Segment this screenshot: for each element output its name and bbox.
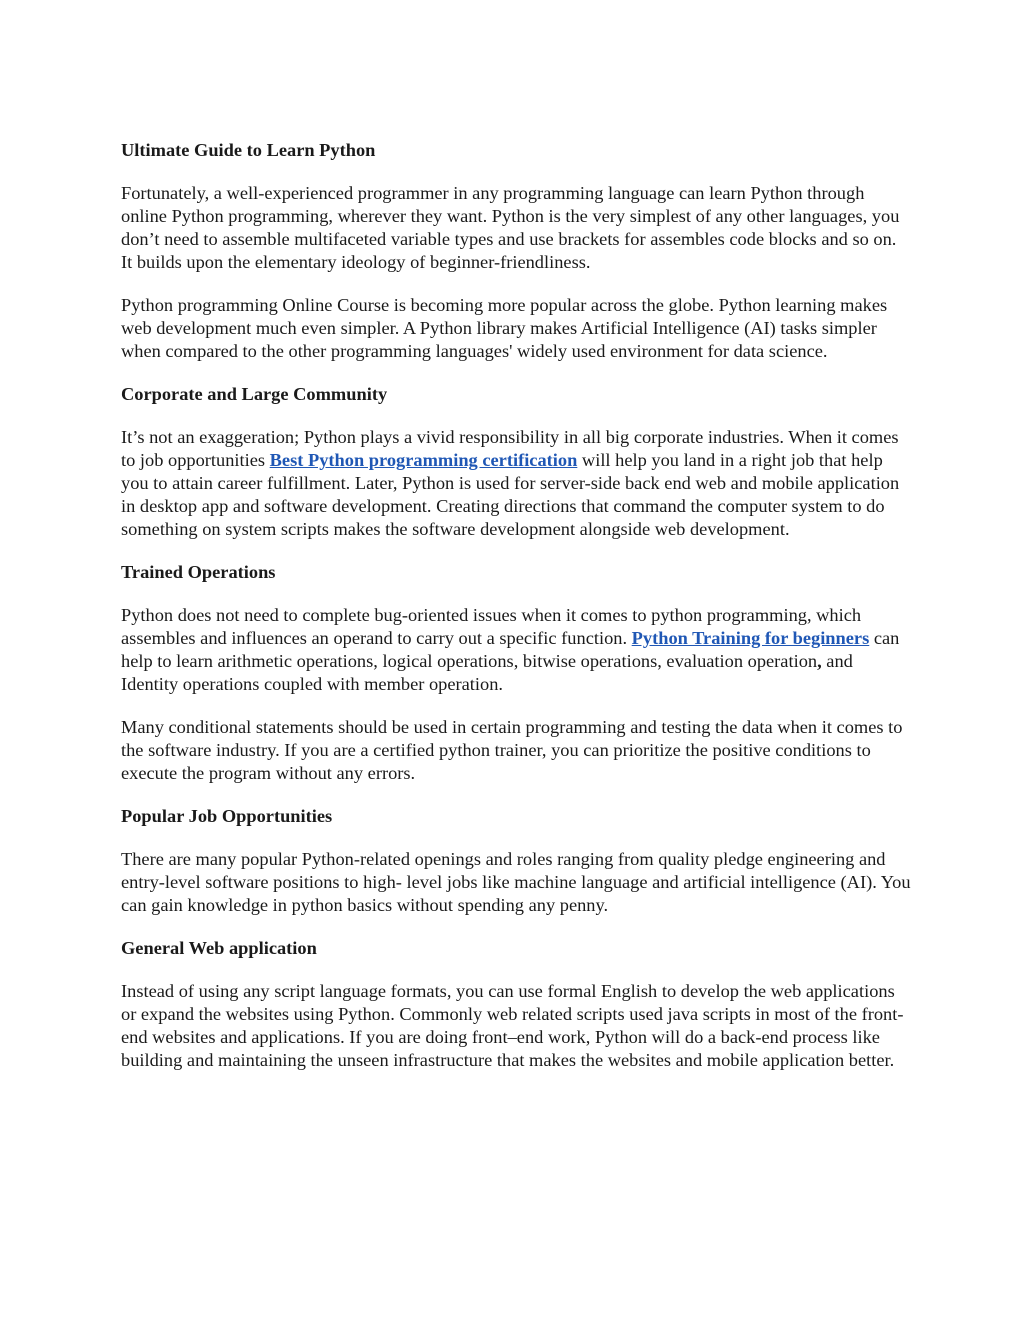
- training-beginners-link[interactable]: Python Training for beginners: [631, 628, 870, 648]
- document-title: Ultimate Guide to Learn Python: [121, 140, 376, 160]
- trained-text-before: Python does not need to complete bug-oriented issues when it comes to python programming, which assembles and influences an operand to carry out a specific function.: [121, 605, 862, 648]
- trained-paragraph-2: Many conditional statements should be used in certain programming and testing the data when it comes to the software industry. If you are a certified python trainer, you can prioritize the positive conditions to execute the program without any errors.: [121, 717, 903, 783]
- document-body: [121, 139, 911, 1092]
- trained-paragraph-1: [121, 604, 911, 696]
- corporate-paragraph: [121, 426, 911, 541]
- jobs-paragraph: There are many popular Python-related openings and roles ranging from quality pledge engineering and entry-level software positions to high- level jobs like machine language and artificial intelligence (AI). You can gain knowledge in python basics without spending any penny.: [121, 849, 911, 915]
- web-paragraph: Instead of using any script language formats, you can use formal English to develop the web applications or expand the websites using Python. Commonly web related scripts used java scripts in most of the front-end websites and applications. If you are doing front–end work, Python will do a back-end process like building and maintaining the unseen infrastructure that makes the websites and mobile application better.: [121, 981, 904, 1070]
- intro-paragraph-1: Fortunately, a well-experienced programmer in any programming language can learn Python through online Python programming, wherever they want. Python is the very simplest of any other languages, you don’t need to assemble multifaceted variable types and use brackets for assembles code blocks and so on. It builds upon the elementary ideology of beginner-friendliness.: [121, 183, 900, 272]
- certification-link[interactable]: Best Python programming certification: [269, 450, 578, 470]
- corporate-text-after: will help you land in a right job that help you to attain career fulfillment. Later, Python is used for server-side back end web and mobile application in desktop app and software development. Creating directions that command the computer system to do something on system scripts makes the software development alongside web development.: [121, 450, 900, 539]
- heading-trained-operations: Trained Operations: [121, 562, 276, 582]
- bold-comma: ,: [817, 651, 822, 671]
- trained-text-after: and Identity operations coupled with member operation.: [121, 651, 853, 694]
- heading-job-opportunities: Popular Job Opportunities: [121, 806, 333, 826]
- trained-text-middle: can help to learn arithmetic operations, logical operations, bitwise operations, evaluation operation: [121, 628, 900, 671]
- heading-web-application: General Web application: [121, 938, 317, 958]
- heading-corporate: Corporate and Large Community: [121, 384, 388, 404]
- corporate-text-before: It’s not an exaggeration; Python plays a vivid responsibility in all big corporate industries. When it comes to job opportunities: [121, 427, 899, 470]
- intro-paragraph-2: Python programming Online Course is becoming more popular across the globe. Python learning makes web development much even simpler. A Python library makes Artificial Intelligence (AI) tasks simpler when compared to the other programming languages' widely used environment for data science.: [121, 295, 888, 361]
